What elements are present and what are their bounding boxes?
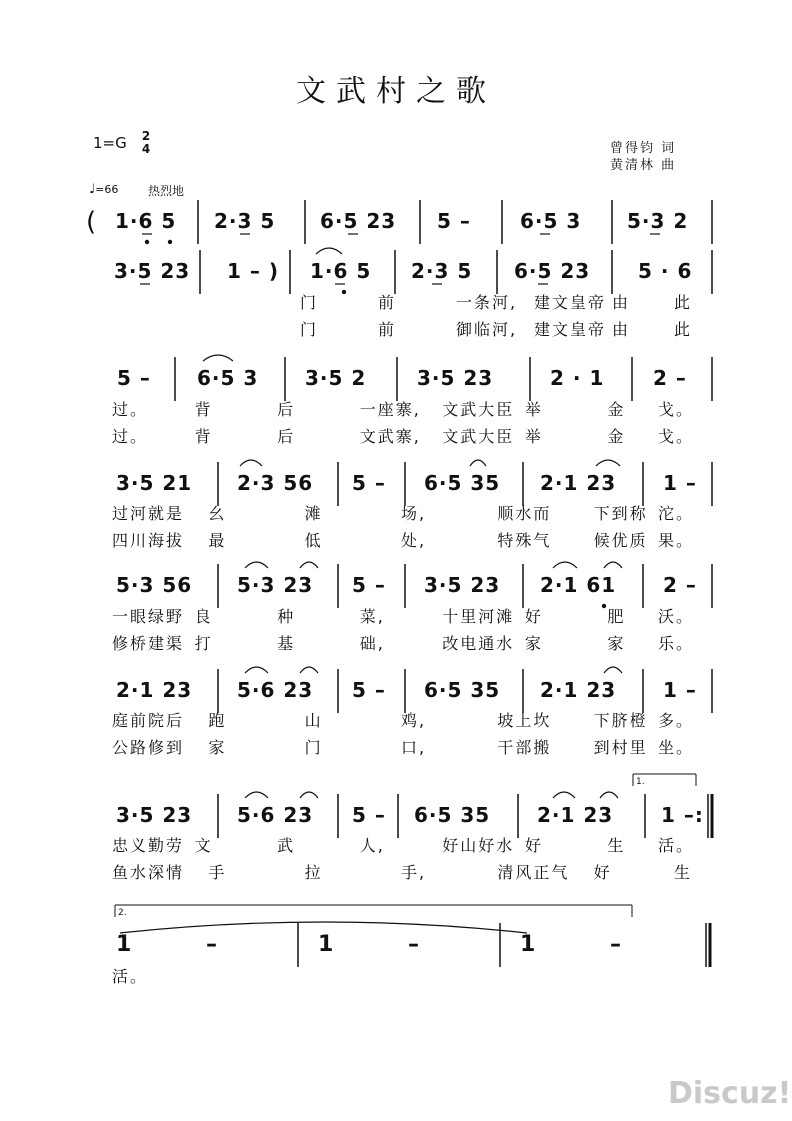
slur-arc bbox=[245, 562, 268, 568]
measure-notes: 6·5 23 bbox=[320, 209, 397, 233]
measure-notes: 2 – bbox=[653, 366, 687, 390]
slur-arc bbox=[300, 667, 318, 673]
lyric-word: 手 bbox=[208, 863, 227, 882]
measure-notes: 6·5 3 bbox=[197, 366, 259, 390]
lyric-word: 场, bbox=[401, 504, 427, 523]
measure-notes: 1 – ) bbox=[227, 259, 279, 283]
measure-notes: 5·3 56 bbox=[116, 573, 193, 597]
lyric-word: 改电通水 bbox=[442, 634, 515, 653]
lyric-word: 十里河滩 bbox=[442, 607, 515, 626]
lyric-word: 清风正气 bbox=[497, 863, 570, 882]
measure-notes: 3·5 2 bbox=[305, 366, 367, 390]
lyric-word: 础, bbox=[359, 634, 385, 653]
lyric-word: 御临河, bbox=[456, 320, 518, 339]
lyric-word: 文武大臣 bbox=[442, 427, 515, 446]
lyric-word: 家 bbox=[208, 738, 227, 757]
measure-notes: 5 – bbox=[352, 573, 386, 597]
lyric-word: 人, bbox=[359, 836, 385, 855]
measure-notes: 2·1 23 bbox=[116, 678, 193, 702]
measure-notes: 2 – bbox=[663, 573, 697, 597]
time-signature-bottom: 4 bbox=[141, 142, 151, 156]
measure-notes: 5 – bbox=[437, 209, 471, 233]
measure-notes: 5·3 2 bbox=[627, 209, 689, 233]
measure-notes: 2·3 5 bbox=[411, 259, 473, 283]
lyric-word: 好 bbox=[524, 836, 543, 855]
slur-arc bbox=[300, 562, 318, 568]
lyric-word: 文 bbox=[194, 836, 213, 855]
quarter-note-icon: ♩ bbox=[89, 182, 96, 197]
lyric-word: 活。 bbox=[658, 836, 695, 855]
lyric-word: 基 bbox=[277, 634, 296, 653]
lyric-word: 文武寨, bbox=[359, 427, 421, 446]
lyric-word: 种 bbox=[277, 607, 296, 626]
measure-notes: 2·3 5 bbox=[214, 209, 276, 233]
lyric-word: 坡上坎 bbox=[497, 711, 552, 730]
lyric-word: 过河就是 bbox=[112, 504, 185, 523]
lyric-word: 建文皇帝 bbox=[534, 293, 607, 312]
lyric-word: 修桥建渠 bbox=[112, 634, 185, 653]
octave-dot bbox=[602, 604, 606, 608]
lyric-word: 武 bbox=[277, 836, 296, 855]
lyric-word: 一眼绿野 bbox=[112, 607, 185, 626]
lyric-word: 处, bbox=[401, 531, 427, 550]
lyric-word: 门 bbox=[300, 320, 319, 339]
lyric-word: 良 bbox=[194, 607, 213, 626]
time-signature-top: 2 bbox=[141, 129, 151, 143]
slur-arc bbox=[604, 667, 622, 673]
measure-notes: 3·5 23 bbox=[417, 366, 494, 390]
measure-notes: 3·5 21 bbox=[116, 471, 193, 495]
volta-label: 1. bbox=[636, 777, 645, 787]
lyric-word: 门 bbox=[300, 293, 319, 312]
measure-notes: 5 – bbox=[352, 803, 386, 827]
lyric-word: 举 bbox=[524, 427, 543, 446]
octave-dot bbox=[168, 240, 172, 244]
octave-dot bbox=[145, 240, 149, 244]
lyric-word: 庭前院后 bbox=[112, 711, 185, 730]
lyric-word: 沱。 bbox=[658, 504, 695, 523]
lyric-word: 戈。 bbox=[658, 427, 695, 446]
measure-notes: 1·6 5 bbox=[115, 209, 177, 233]
lyric-word: 此 bbox=[674, 320, 693, 339]
lyric-word: 背 bbox=[194, 427, 213, 446]
lyric-word: 候优质 bbox=[593, 531, 648, 550]
final-dash: – bbox=[206, 932, 217, 957]
tempo-value: =66 bbox=[95, 183, 119, 196]
lyric-word: 此 bbox=[674, 293, 693, 312]
lyric-word: 后 bbox=[277, 400, 296, 419]
lyric-word: 好 bbox=[524, 607, 543, 626]
measure-notes: 2·3 56 bbox=[237, 471, 314, 495]
slur-arc bbox=[604, 562, 622, 568]
measure-notes: 2·1 23 bbox=[540, 471, 617, 495]
lyric-word: 由 bbox=[612, 320, 631, 339]
slur-arc bbox=[245, 667, 268, 673]
lyric-word: 坐。 bbox=[658, 738, 695, 757]
lyric-word: 肥 bbox=[607, 607, 626, 626]
lyric-word: 乐。 bbox=[658, 634, 695, 653]
measure-notes: 1 –: bbox=[661, 803, 704, 827]
lyricist-credit: 曾得钧 词 bbox=[610, 141, 677, 156]
slur-arc bbox=[600, 792, 618, 798]
final-note: 1 bbox=[116, 932, 132, 957]
measure-notes: 6·5 35 bbox=[424, 471, 501, 495]
lyric-word: 门 bbox=[304, 738, 323, 757]
measure-notes: 5·6 23 bbox=[237, 803, 314, 827]
open-paren: ( bbox=[86, 207, 97, 237]
lyric-word: 金 bbox=[607, 400, 626, 419]
lyric-word: 最 bbox=[208, 531, 227, 550]
discuz-watermark: Discuz! bbox=[668, 1076, 792, 1111]
final-dash: – bbox=[408, 932, 419, 957]
lyric-word: 低 bbox=[304, 531, 323, 550]
slur-arc bbox=[316, 248, 342, 254]
lyric-word: 戈。 bbox=[658, 400, 695, 419]
measure-notes: 1 – bbox=[663, 471, 697, 495]
slur-arc bbox=[203, 355, 233, 361]
final-note: 1 bbox=[520, 932, 536, 957]
lyric-word: 一座寨, bbox=[359, 400, 421, 419]
measure-notes: 5 · 6 bbox=[638, 259, 693, 283]
lyric-word: 好 bbox=[593, 863, 612, 882]
lyric-word: 忠义勤劳 bbox=[112, 836, 185, 855]
measure-notes: 6·5 3 bbox=[520, 209, 582, 233]
measure-notes: 2 · 1 bbox=[550, 366, 605, 390]
measure-notes: 5 – bbox=[352, 471, 386, 495]
slur-arc bbox=[300, 792, 318, 798]
lyric-word: 鱼水深情 bbox=[112, 863, 185, 882]
lyric-word: 沃。 bbox=[658, 607, 695, 626]
lyric-word: 前 bbox=[378, 293, 397, 312]
lyric-word: 干部搬 bbox=[497, 738, 552, 757]
octave-dot bbox=[342, 290, 346, 294]
slur-arc bbox=[245, 792, 268, 798]
lyric-word: 活。 bbox=[112, 967, 149, 986]
lyric-word: 特殊气 bbox=[497, 531, 552, 550]
slur-arc bbox=[240, 460, 262, 466]
lyric-word: 生 bbox=[674, 863, 693, 882]
measure-notes: 5 – bbox=[352, 678, 386, 702]
measure-notes: 3·5 23 bbox=[116, 803, 193, 827]
lyric-word: 由 bbox=[612, 293, 631, 312]
measure-notes: 1 – bbox=[663, 678, 697, 702]
lyric-word: 家 bbox=[607, 634, 626, 653]
final-dash: – bbox=[610, 932, 621, 957]
lyric-word: 跑 bbox=[208, 711, 227, 730]
final-note: 1 bbox=[318, 932, 334, 957]
lyric-word: 家 bbox=[524, 634, 543, 653]
lyric-word: 到村里 bbox=[593, 738, 648, 757]
measure-notes: 3·5 23 bbox=[424, 573, 501, 597]
lyric-word: 过。 bbox=[112, 427, 149, 446]
lyric-word: 公路修到 bbox=[112, 738, 185, 757]
lyric-word: 菜, bbox=[359, 607, 385, 626]
measure-notes: 2·1 61 bbox=[540, 573, 617, 597]
measure-notes: 6·5 35 bbox=[414, 803, 491, 827]
lyric-word: 文武大臣 bbox=[442, 400, 515, 419]
slur-arc bbox=[470, 460, 486, 466]
lyric-word: 果。 bbox=[658, 531, 695, 550]
measure-notes: 3·5 23 bbox=[114, 259, 191, 283]
lyric-word: 下脐橙 bbox=[593, 711, 648, 730]
lyric-word: 滩 bbox=[304, 504, 323, 523]
lyric-word: 多。 bbox=[658, 711, 695, 730]
slur-arc bbox=[553, 792, 575, 798]
lyric-word: 鸡, bbox=[401, 711, 427, 730]
lyric-word: 手, bbox=[401, 863, 427, 882]
measure-notes: 6·5 23 bbox=[514, 259, 591, 283]
lyric-word: 四川海拔 bbox=[112, 531, 185, 550]
lyric-word: 幺 bbox=[208, 504, 227, 523]
lyric-word: 过。 bbox=[112, 400, 149, 419]
measure-notes: 5·6 23 bbox=[237, 678, 314, 702]
lyric-word: 顺水而 bbox=[497, 504, 552, 523]
lyric-word: 举 bbox=[524, 400, 543, 419]
lyric-word: 口, bbox=[401, 738, 427, 757]
measure-notes: 5 – bbox=[117, 366, 151, 390]
lyric-word: 好山好水 bbox=[442, 836, 515, 855]
measure-notes: 5·3 23 bbox=[237, 573, 314, 597]
key-signature: 1=G bbox=[93, 134, 127, 152]
measure-notes: 6·5 35 bbox=[424, 678, 501, 702]
composer-credit: 黄清林 曲 bbox=[610, 158, 677, 173]
lyric-word: 金 bbox=[607, 427, 626, 446]
lyric-word: 打 bbox=[194, 634, 213, 653]
slur-arc bbox=[596, 460, 620, 466]
lyric-word: 前 bbox=[378, 320, 397, 339]
lyric-word: 生 bbox=[607, 836, 626, 855]
lyric-word: 后 bbox=[277, 427, 296, 446]
measure-notes: 2·1 23 bbox=[540, 678, 617, 702]
lyric-word: 下到称 bbox=[593, 504, 648, 523]
slur-arc bbox=[553, 562, 577, 568]
expression-marking: 热烈地 bbox=[148, 184, 185, 198]
lyric-word: 拉 bbox=[304, 863, 323, 882]
lyric-word: 山 bbox=[304, 711, 323, 730]
lyric-word: 建文皇帝 bbox=[534, 320, 607, 339]
song-title: 文武村之歌 bbox=[296, 74, 496, 109]
measure-notes: 1·6 5 bbox=[310, 259, 372, 283]
lyric-word: 一条河, bbox=[456, 293, 518, 312]
lyric-word: 背 bbox=[194, 400, 213, 419]
measure-notes: 2·1 23 bbox=[537, 803, 614, 827]
volta-label: 2. bbox=[118, 908, 127, 918]
